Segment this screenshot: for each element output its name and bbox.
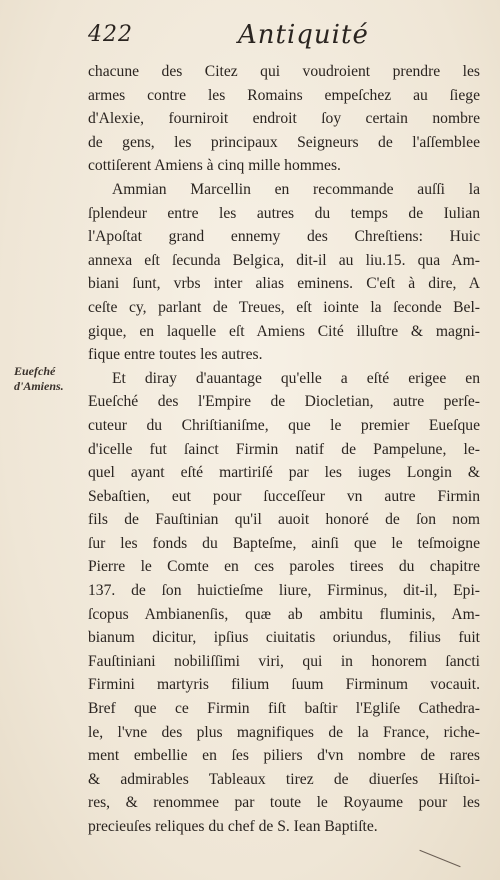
margin-note-line: Euefché xyxy=(14,364,56,378)
text-line: chacune des Citez qui voudroient prendre les xyxy=(88,63,480,80)
text-line: ſcopus Ambianenſis, quæ ab ambitu fluminis, Am- xyxy=(88,605,480,623)
text-line: l'Apoſtat grand ennemy des Chreſtiens: Huic xyxy=(88,228,480,246)
text-line: fils de Fauſtinian qu'il auoit honoré de ſon nom xyxy=(88,511,480,529)
margin-note xyxy=(14,364,82,394)
text-line: ſur les fonds du Bapteſme, ainſi que le teſmoigne xyxy=(88,534,480,552)
text-line: ſplendeur entre les autres du temps de Iulian xyxy=(88,204,480,222)
text-line: cottiſerent Amiens à cinq mille hommes. xyxy=(88,157,341,175)
text-line: res, & renommee par toute le Royaume pour les xyxy=(88,794,480,812)
text-line: 137. de ſon huictieſme liure, Firminus, dit-il, Epi- xyxy=(88,582,480,600)
text-line: biani ſunt, vrbs inter alias eminens. C'eſt à dire, A xyxy=(88,275,480,293)
text-line: & admirables Tableaux tirez de diuerſes Hiſtoi- xyxy=(88,770,480,788)
decorative-stroke xyxy=(419,850,460,867)
text-line: ment embellie en ſes piliers d'vn nombre de rares xyxy=(88,747,480,765)
text-line: quel ayant eſté martiriſé par les iuges Longin & xyxy=(88,464,480,482)
margin-note-line: d'Amiens. xyxy=(14,379,64,393)
page-number: 422 xyxy=(88,22,133,47)
body-text xyxy=(88,60,480,839)
running-title: Antiquité xyxy=(238,20,369,50)
text-line: Pierre le Comte en ces paroles tirees du chapitre xyxy=(88,558,480,576)
text-line: bianum dicitur, ipſius ciuitatis oriundus, filius fuit xyxy=(88,629,480,647)
text-line: cuteur du Chriſtianiſme, que le premier Eueſque xyxy=(88,416,480,434)
text-line: Firmini martyris filium ſuum Firminum vocauit. xyxy=(88,676,480,694)
text-line: Eueſché des l'Empire de Diocletian, autre perſe- xyxy=(88,393,480,411)
text-line: armes contre les Romains empeſchez au ſiege xyxy=(88,86,480,104)
text-line: fique entre toutes les autres. xyxy=(88,346,263,364)
text-line: d'Alexie, fourniroit endroit ſoy certain nombre xyxy=(88,110,480,128)
text-line: precieuſes reliques du chef de S. Iean Baptiſte. xyxy=(88,818,378,835)
text-line: Bref que ce Firmin fiſt baſtir l'Egliſe Cathedra- xyxy=(88,700,480,718)
text-line: de gens, les principaux Seigneurs de l'aſſemblee xyxy=(88,133,480,151)
text-line: le, l'vne des plus magnifiques de la France, riche- xyxy=(88,723,480,741)
text-line: annexa eſt ſecunda Belgica, dit-il au liu.15. qua Am- xyxy=(88,251,480,269)
text-line: Fauſtiniani nobiliſſimi viri, qui in honorem ſancti xyxy=(88,652,480,670)
text-line: Ammian Marcellin en recommande auſſi la xyxy=(112,180,480,198)
text-line: d'icelle fut ſainct Firmin natif de Pampelune, le- xyxy=(88,440,480,458)
text-line: gique, en laquelle eſt Amiens Cité illuſtre & magni- xyxy=(88,322,480,340)
text-line: Et diray d'auantage qu'elle a eſté erigee en xyxy=(112,369,480,387)
text-line: ceſte cy, parlant de Treues, eſt iointe la ſeconde Bel- xyxy=(88,298,480,316)
text-line: Sebaſtien, eut pour ſucceſſeur vn autre Firmin xyxy=(88,487,480,505)
page-header xyxy=(88,18,468,50)
